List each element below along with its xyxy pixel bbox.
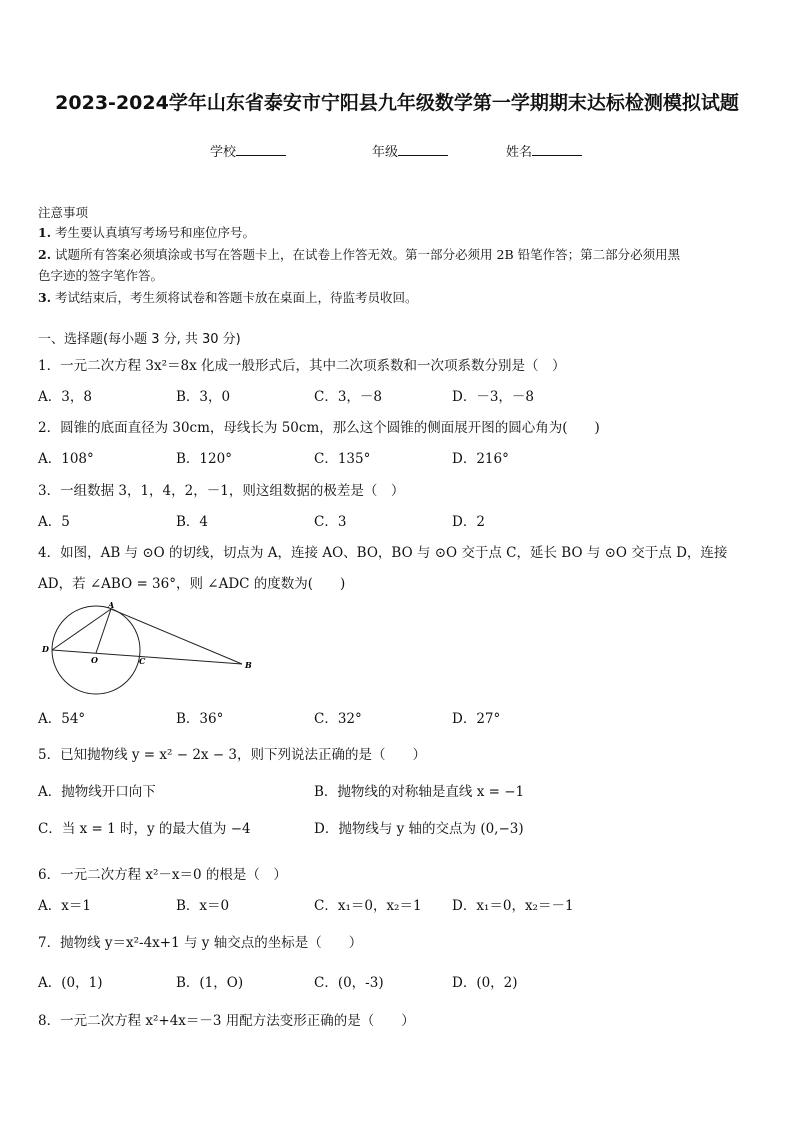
question-stem: 4．如图，AB 与 ⊙O 的切线，切点为 A，连接 AO、BO，BO 与 ⊙O 交于点 C，延长 BO 与 ⊙O 交于点 D，连接 bbox=[38, 545, 728, 561]
note-text: 考试结束后，考生须将试卷和答题卡放在桌面上，待监考员收回。 bbox=[55, 290, 418, 305]
label-b: B bbox=[245, 660, 252, 670]
label-d: D bbox=[42, 644, 49, 654]
option-c: C．当 x = 1 时，y 的最大值为 −4 bbox=[38, 821, 251, 837]
option-d: D．－3，－8 bbox=[452, 389, 535, 405]
option-a: A．54° bbox=[38, 711, 86, 727]
question-stem: 1．一元二次方程 3x²＝8x 化成一般形式后，其中二次项系数和一次项系数分别是（ ） bbox=[38, 358, 566, 374]
question-stem: 5．已知抛物线 y = x² − 2x − 3，则下列说法正确的是（ ） bbox=[38, 747, 427, 763]
question-stem: 7．抛物线 y＝x²-4x+1 与 y 轴交点的坐标是（ ） bbox=[38, 935, 363, 951]
label-o: O bbox=[91, 655, 98, 665]
option-b: B．x＝0 bbox=[176, 898, 230, 914]
school-field bbox=[210, 141, 286, 160]
note-number: 3. bbox=[38, 290, 52, 305]
option-b: B．3，0 bbox=[176, 389, 231, 405]
option-c: C．3 bbox=[314, 514, 347, 530]
note-text-continued: 色字迹的签字笔作答。 bbox=[38, 268, 164, 283]
note-number: 2. bbox=[38, 247, 52, 262]
note-number: 1. bbox=[38, 225, 52, 240]
question-stem-continued: AD，若 ∠ABO = 36°，则 ∠ADC 的度数为( ) bbox=[38, 576, 346, 592]
section-heading: 一、选择题(每小题 3 分, 共 30 分) bbox=[38, 332, 241, 347]
option-a: A．(0，1) bbox=[38, 975, 103, 991]
option-d: D．抛物线与 y 轴的交点为 (0,−3) bbox=[314, 821, 524, 837]
option-b: B．4 bbox=[176, 514, 209, 530]
label-a: A bbox=[108, 600, 115, 610]
question-stem: 3．一组数据 3，1，4，2，－1，则这组数据的极差是（ ） bbox=[38, 483, 405, 499]
question-stem: 2．圆锥的底面直径为 30cm，母线长为 50cm，那么这个圆锥的侧面展开图的圆心角为( ) bbox=[38, 420, 600, 436]
note-text: 考生要认真填写考场号和座位序号。 bbox=[55, 225, 256, 240]
option-b: B．120° bbox=[176, 451, 232, 467]
question-stem: 8．一元二次方程 x²+4x＝－3 用配方法变形正确的是（ ） bbox=[38, 1013, 415, 1029]
note-item bbox=[38, 223, 255, 241]
option-a: A．x＝1 bbox=[38, 898, 91, 914]
name-blank bbox=[532, 143, 582, 156]
school-label: 学校 bbox=[210, 145, 237, 160]
line-ao bbox=[96, 609, 111, 653]
page-title: 2023-2024学年山东省泰安市宁阳县九年级数学第一学期期末达标检测模拟试题 bbox=[55, 92, 739, 114]
option-c: C．(0，-3) bbox=[314, 975, 384, 991]
option-d: D．27° bbox=[452, 711, 501, 727]
option-d: D．2 bbox=[452, 514, 485, 530]
school-blank bbox=[236, 143, 286, 156]
option-c: C．x₁＝0，x₂＝1 bbox=[314, 898, 422, 914]
option-d: D．216° bbox=[452, 451, 509, 467]
option-a: A．3，8 bbox=[38, 389, 92, 405]
option-a: A．抛物线开口向下 bbox=[38, 784, 156, 800]
line-ad bbox=[52, 609, 111, 650]
grade-field bbox=[372, 141, 448, 160]
option-b: B．(1，O) bbox=[176, 975, 244, 991]
note-text: 试题所有答案必须填涂或书写在答题卡上，在试卷上作答无效。第一部分必须用 2B 铅笔作答；第二部分必须用黑 bbox=[55, 247, 681, 262]
note-item bbox=[38, 245, 680, 263]
option-c: C．3，－8 bbox=[314, 389, 383, 405]
name-field bbox=[506, 141, 582, 160]
name-label: 姓名 bbox=[506, 145, 533, 160]
option-c: C．135° bbox=[314, 451, 371, 467]
option-d: D．(0，2) bbox=[452, 975, 518, 991]
option-b: B．抛物线的对称轴是直线 x = −1 bbox=[314, 784, 525, 800]
notes-heading: 注意事项 bbox=[38, 205, 89, 220]
option-d: D．x₁＝0，x₂＝－1 bbox=[452, 898, 574, 914]
tangent-circle-figure bbox=[36, 598, 266, 698]
grade-label: 年级 bbox=[372, 145, 399, 160]
grade-blank bbox=[398, 143, 448, 156]
option-a: A．108° bbox=[38, 451, 94, 467]
question-stem: 6．一元二次方程 x²－x＝0 的根是（ ） bbox=[38, 867, 287, 883]
option-a: A．5 bbox=[38, 514, 70, 530]
note-item bbox=[38, 288, 418, 306]
option-c: C．32° bbox=[314, 711, 362, 727]
label-c: C bbox=[139, 656, 146, 666]
option-b: B．36° bbox=[176, 711, 224, 727]
